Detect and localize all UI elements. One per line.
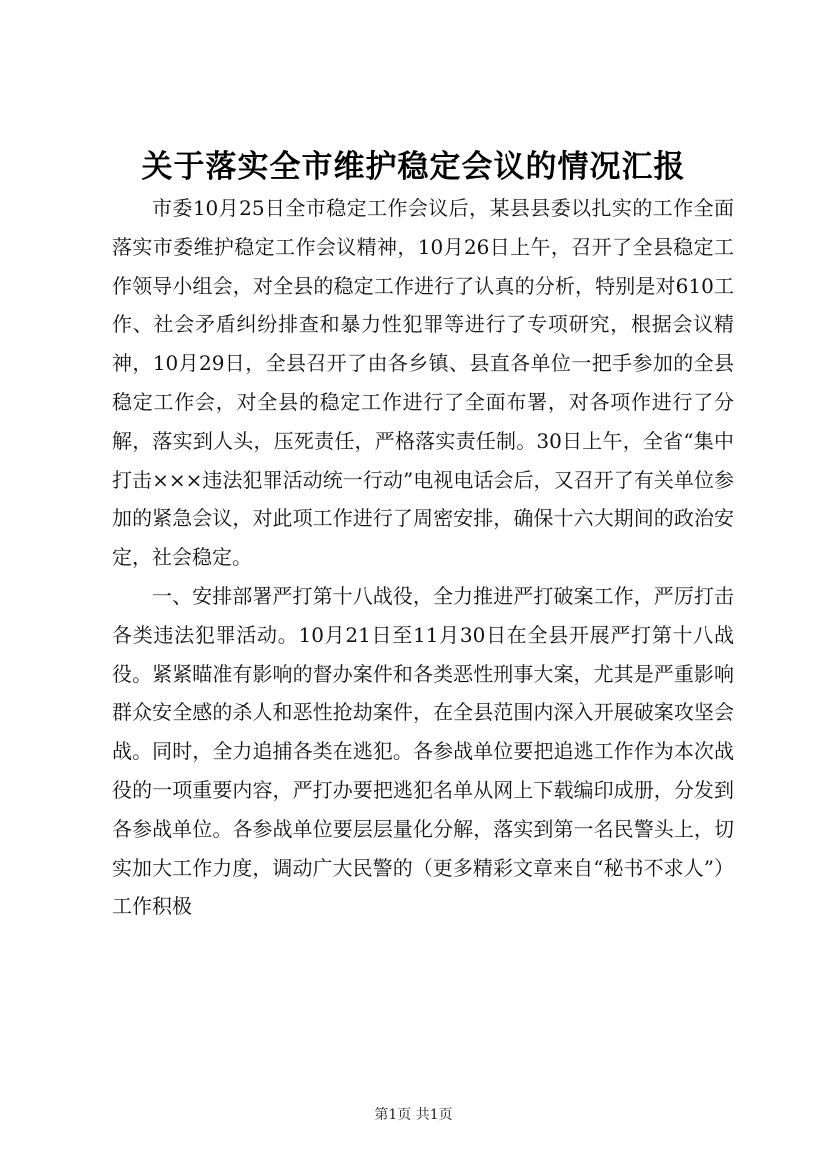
page-footer: 第1页 共1页	[374, 1107, 453, 1123]
document-title: 关于落实全市维护稳定会议的情况汇报	[141, 149, 686, 185]
paragraph-section-one: 一、安排部署严打第十八战役，全力推进严打破案工作，严厉打击各类违法犯罪活动。10月21日至11月30日在全县开展严打第十八战役。紧紧瞄准有影响的督办案件和各类恶性刑事大案，尤其是严重影响群众安全感的杀人和恶性抢劫案件，在全县范围内深入开展破案攻坚会战。同时，全力追捕各类在逃犯。各参战单位要把追逃工作作为本次战役的一项重要内容，严打办要把逃犯名单从网上下载编印成册，分发到各参战单位。各参战单位要层层量化分解，落实到第一名民警头上，切实加大工作力度，调动广大民警的（更多精彩文章来自“秘书不求人”）工作积极	[112, 583, 734, 919]
paragraph-intro: 市委10月25日全市稳定工作会议后，某县县委以扎实的工作全面落实市委维护稳定工作会议精神，10月26日上午，召开了全县稳定工作领导小组会，对全县的稳定工作进行了认真的分析，特别是对610工作、社会矛盾纠纷排查和暴力性犯罪等进行了专项研究，根据会议精神，10月29日，全县召开了由各乡镇、县直各单位一把手参加的全县稳定工作会，对全县的稳定工作进行了全面布署，对各项作进行了分解，落实到人头，压死责任，严格落实责任制。30日上午，全省“集中打击×××违法犯罪活动统一行动”电视电话会后，又召开了有关单位参加的紧急会议，对此项工作进行了周密安排，确保十六大期间的政治安定，社会稳定。	[112, 196, 734, 570]
document-body	[112, 189, 734, 926]
